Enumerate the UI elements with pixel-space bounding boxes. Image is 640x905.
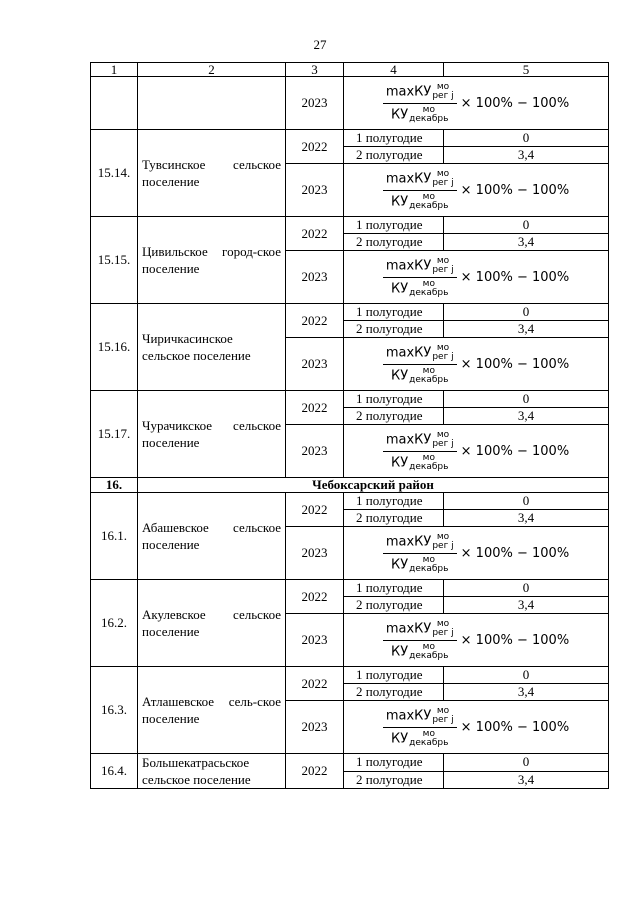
year-cell: 2023 xyxy=(286,527,344,580)
year-cell: 2022 xyxy=(286,130,344,164)
half-year-value: 0 xyxy=(444,580,609,597)
denominator-sub: декабрь xyxy=(409,461,449,472)
tariff-formula xyxy=(383,707,569,748)
formula-cell xyxy=(344,338,609,391)
numerator-main: maxКУ xyxy=(385,258,432,273)
row-number: 15.17. xyxy=(91,391,138,478)
settlement-name-text: Абашевское сельское поселение xyxy=(142,520,281,552)
half-year-label: 2 полугодие xyxy=(344,771,444,789)
denominator-main: КУ xyxy=(391,557,409,572)
half-year-label: 1 полугодие xyxy=(344,130,444,147)
numerator-main: maxКУ xyxy=(385,708,432,723)
settlement-row-h1 xyxy=(91,754,609,772)
continuation-row xyxy=(91,77,609,130)
formula-denominator xyxy=(388,641,451,661)
settlement-name xyxy=(138,493,286,580)
numerator-sub: рег j xyxy=(432,90,454,101)
settlement-name xyxy=(138,391,286,478)
half-year-value: 3,4 xyxy=(444,321,609,338)
numerator-sup: мо xyxy=(436,618,450,629)
denominator-main: КУ xyxy=(391,281,409,296)
year-cell: 2022 xyxy=(286,304,344,338)
half-year-value: 3,4 xyxy=(444,771,609,789)
denominator-sup: мо xyxy=(422,104,435,115)
year-cell: 2022 xyxy=(286,391,344,425)
denominator-main: КУ xyxy=(391,107,409,122)
half-year-label: 2 полугодие xyxy=(344,684,444,701)
settlement-name-text: Чурачикское сельское поселение xyxy=(142,418,281,450)
tariff-table xyxy=(90,62,609,789)
formula-fraction xyxy=(383,257,457,298)
formula-tail: × 100% − 100% xyxy=(460,545,570,561)
settlement-row-h1 xyxy=(91,391,609,408)
formula-fraction xyxy=(383,707,457,748)
settlement-name-text: Большекатрасьское сельское поселение xyxy=(142,755,251,787)
formula-denominator xyxy=(388,104,451,124)
denominator-sup: мо xyxy=(422,365,435,376)
half-year-label: 2 полугодие xyxy=(344,321,444,338)
settlement-name xyxy=(138,667,286,754)
formula-fraction xyxy=(383,344,457,385)
half-year-label: 1 полугодие xyxy=(344,754,444,772)
settlement-name xyxy=(138,580,286,667)
half-year-label: 1 полугодие xyxy=(344,391,444,408)
settlement-name-text: Атлашевское сель-ское поселение xyxy=(142,694,281,726)
half-year-label: 2 полугодие xyxy=(344,597,444,614)
year-cell: 2023 xyxy=(286,77,344,130)
denominator-sup: мо xyxy=(422,191,435,202)
tariff-formula xyxy=(383,620,569,661)
year-cell: 2022 xyxy=(286,667,344,701)
row-number: 15.15. xyxy=(91,217,138,304)
formula-cell xyxy=(344,425,609,478)
denominator-sub: декабрь xyxy=(409,200,449,211)
settlement-row-h1 xyxy=(91,580,609,597)
tariff-formula xyxy=(383,344,569,385)
denominator-sub: декабрь xyxy=(409,737,449,748)
header-col-4: 4 xyxy=(344,63,444,77)
row-number: 16.2. xyxy=(91,580,138,667)
half-year-value: 0 xyxy=(444,217,609,234)
half-year-label: 1 полугодие xyxy=(344,217,444,234)
denominator-sub: декабрь xyxy=(409,563,449,574)
denominator-main: КУ xyxy=(391,455,409,470)
formula-tail: × 100% − 100% xyxy=(460,443,570,459)
formula-tail: × 100% − 100% xyxy=(460,719,570,735)
numerator-sup: мо xyxy=(436,255,450,266)
year-cell: 2022 xyxy=(286,580,344,614)
half-year-label: 1 полугодие xyxy=(344,493,444,510)
row-number: 15.14. xyxy=(91,130,138,217)
numerator-sup: мо xyxy=(436,429,450,440)
formula-denominator xyxy=(388,554,451,574)
half-year-label: 2 полугодие xyxy=(344,147,444,164)
numerator-main: maxКУ xyxy=(385,171,432,186)
half-year-value: 3,4 xyxy=(444,234,609,251)
numerator-sub: рег j xyxy=(432,540,454,551)
formula-tail: × 100% − 100% xyxy=(460,95,570,111)
numerator-main: maxКУ xyxy=(385,621,432,636)
denominator-sup: мо xyxy=(422,278,435,289)
year-cell: 2023 xyxy=(286,338,344,391)
settlement-name-text: Акулевское сельское поселение xyxy=(142,607,281,639)
year-cell: 2022 xyxy=(286,754,344,789)
formula-numerator xyxy=(383,83,457,104)
formula-denominator xyxy=(388,728,451,748)
denominator-sup: мо xyxy=(422,728,435,739)
formula-fraction xyxy=(383,170,457,211)
section-row xyxy=(91,478,609,493)
numerator-main: maxКУ xyxy=(385,534,432,549)
year-cell: 2023 xyxy=(286,164,344,217)
formula-numerator xyxy=(383,533,457,554)
numerator-sup: мо xyxy=(436,81,450,92)
formula-fraction xyxy=(383,431,457,472)
year-cell: 2023 xyxy=(286,251,344,304)
denominator-sub: декабрь xyxy=(409,287,449,298)
denominator-sub: декабрь xyxy=(409,374,449,385)
denominator-sup: мо xyxy=(422,641,435,652)
formula-fraction xyxy=(383,83,457,124)
numerator-sub: рег j xyxy=(432,438,454,449)
formula-fraction xyxy=(383,533,457,574)
formula-tail: × 100% − 100% xyxy=(460,632,570,648)
year-cell: 2022 xyxy=(286,493,344,527)
half-year-label: 2 полугодие xyxy=(344,408,444,425)
row-number: 16.1. xyxy=(91,493,138,580)
year-cell: 2023 xyxy=(286,701,344,754)
formula-cell xyxy=(344,701,609,754)
formula-denominator xyxy=(388,452,451,472)
numerator-sub: рег j xyxy=(432,264,454,275)
denominator-main: КУ xyxy=(391,194,409,209)
half-year-label: 2 полугодие xyxy=(344,510,444,527)
formula-numerator xyxy=(383,431,457,452)
settlement-name xyxy=(138,304,286,391)
formula-numerator xyxy=(383,707,457,728)
half-year-label: 2 полугодие xyxy=(344,234,444,251)
numerator-main: maxКУ xyxy=(385,432,432,447)
numerator-sub: рег j xyxy=(432,177,454,188)
formula-numerator xyxy=(383,620,457,641)
settlement-row-h1 xyxy=(91,130,609,147)
header-col-5: 5 xyxy=(444,63,609,77)
half-year-value: 0 xyxy=(444,493,609,510)
tariff-formula xyxy=(383,257,569,298)
half-year-value: 3,4 xyxy=(444,597,609,614)
header-row xyxy=(91,63,609,77)
half-year-value: 0 xyxy=(444,754,609,772)
settlement-row-h1 xyxy=(91,217,609,234)
half-year-value: 0 xyxy=(444,304,609,321)
formula-numerator xyxy=(383,257,457,278)
half-year-value: 0 xyxy=(444,667,609,684)
formula-fraction xyxy=(383,620,457,661)
settlement-name xyxy=(138,77,286,130)
tariff-formula xyxy=(383,83,569,124)
tariff-formula xyxy=(383,170,569,211)
header-col-1: 1 xyxy=(91,63,138,77)
numerator-sup: мо xyxy=(436,705,450,716)
denominator-sub: декабрь xyxy=(409,113,449,124)
formula-denominator xyxy=(388,365,451,385)
formula-numerator xyxy=(383,170,457,191)
settlement-name-text: Чиричкасинское сельское поселение xyxy=(142,331,251,363)
row-number: 16.3. xyxy=(91,667,138,754)
year-cell: 2023 xyxy=(286,425,344,478)
half-year-value: 3,4 xyxy=(444,147,609,164)
half-year-value: 3,4 xyxy=(444,684,609,701)
formula-cell xyxy=(344,164,609,217)
denominator-sup: мо xyxy=(422,452,435,463)
half-year-value: 0 xyxy=(444,391,609,408)
tariff-formula xyxy=(383,533,569,574)
half-year-value: 3,4 xyxy=(444,408,609,425)
denominator-main: КУ xyxy=(391,731,409,746)
denominator-sub: декабрь xyxy=(409,650,449,661)
tariff-formula xyxy=(383,431,569,472)
settlement-name-text: Тувсинское сельское поселение xyxy=(142,157,281,189)
settlement-row-h1 xyxy=(91,493,609,510)
formula-denominator xyxy=(388,278,451,298)
year-cell: 2023 xyxy=(286,614,344,667)
settlement-name-text: Цивильское город-ское поселение xyxy=(142,244,281,276)
formula-numerator xyxy=(383,344,457,365)
numerator-main: maxКУ xyxy=(385,84,432,99)
denominator-main: КУ xyxy=(391,644,409,659)
formula-cell xyxy=(344,527,609,580)
denominator-sup: мо xyxy=(422,554,435,565)
numerator-sup: мо xyxy=(436,342,450,353)
section-title: Чебоксарский район xyxy=(138,478,609,493)
row-number: 15.16. xyxy=(91,304,138,391)
numerator-sup: мо xyxy=(436,531,450,542)
settlement-row-h1 xyxy=(91,667,609,684)
formula-cell xyxy=(344,614,609,667)
half-year-label: 1 полугодие xyxy=(344,667,444,684)
settlement-name xyxy=(138,217,286,304)
formula-tail: × 100% − 100% xyxy=(460,356,570,372)
year-cell: 2022 xyxy=(286,217,344,251)
section-number: 16. xyxy=(91,478,138,493)
denominator-main: КУ xyxy=(391,368,409,383)
page-number: 27 xyxy=(313,37,327,52)
numerator-sub: рег j xyxy=(432,351,454,362)
header-col-2: 2 xyxy=(138,63,286,77)
settlement-row-h1 xyxy=(91,304,609,321)
row-number: 16.4. xyxy=(91,754,138,789)
half-year-value: 3,4 xyxy=(444,510,609,527)
numerator-sub: рег j xyxy=(432,714,454,725)
formula-cell xyxy=(344,251,609,304)
settlement-name xyxy=(138,754,286,789)
half-year-label: 1 полугодие xyxy=(344,304,444,321)
numerator-sup: мо xyxy=(436,168,450,179)
formula-tail: × 100% − 100% xyxy=(460,182,570,198)
formula-tail: × 100% − 100% xyxy=(460,269,570,285)
formula-cell xyxy=(344,77,609,130)
half-year-label: 1 полугодие xyxy=(344,580,444,597)
numerator-sub: рег j xyxy=(432,627,454,638)
half-year-value: 0 xyxy=(444,130,609,147)
formula-denominator xyxy=(388,191,451,211)
numerator-main: maxКУ xyxy=(385,345,432,360)
settlement-name xyxy=(138,130,286,217)
header-col-3: 3 xyxy=(286,63,344,77)
row-number xyxy=(91,77,138,130)
